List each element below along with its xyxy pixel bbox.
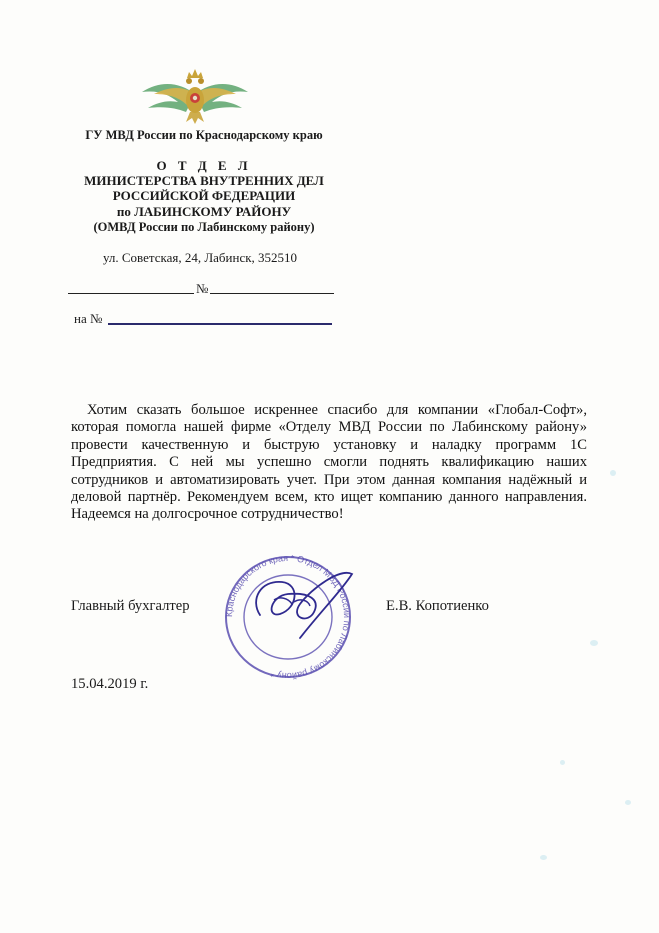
svg-text:Краснодарского края * Отдел МВ: Краснодарского края * Отдел МВД России по Лабинскому району *: [223, 552, 353, 682]
number-blank-line: [210, 293, 334, 294]
signer-name: Е.В. Копотиенко: [386, 598, 489, 614]
paper-speck: [625, 800, 631, 805]
date-blank-line: [68, 293, 194, 294]
reference-blank-line: [108, 323, 332, 325]
letter-date: 15.04.2019 г.: [71, 676, 149, 692]
number-sign: №: [196, 281, 209, 296]
paper-speck: [540, 855, 547, 860]
handwritten-signature: [230, 560, 360, 650]
dept-line-3: РОССИЙСКОЙ ФЕДЕРАЦИИ: [112, 188, 296, 203]
signer-role: Главный бухгалтер: [71, 598, 190, 614]
paper-speck: [560, 760, 565, 765]
paper-speck: [590, 640, 598, 646]
eagle-emblem-icon: [140, 64, 250, 126]
letter-body: Хотим сказать большое искреннее спасибо для компании «Глобал-Софт», которая помогла нашей фирме «Отделу МВД России по Лабинскому району» провести качественную и быструю установку и наладку программ 1С Предприятия. С ней мы успешно смогли поднять квалификацию наших сотрудников и автоматизировать учет. При этом данная компания надёжный и деловой партнёр. Рекомендуем всем, кто ищет компанию данного направления. Надеемся на долгосрочное сотрудничество!: [71, 402, 587, 523]
dept-line-4: по ЛАБИНСКОМУ РАЙОНУ: [116, 204, 292, 219]
paper-speck: [610, 470, 616, 476]
reference-number-field: [74, 311, 332, 327]
org-title: ГУ МВД России по Краснодарскому краю: [85, 128, 323, 142]
dept-line-2: МИНИСТЕРСТВА ВНУТРЕННИХ ДЕЛ: [84, 173, 324, 188]
dept-line-1: О Т Д Е Л: [156, 158, 252, 173]
reference-label: на №: [74, 311, 103, 326]
address: ул. Советская, 24, Лабинск, 352510: [102, 250, 298, 265]
dept-line-5: (ОМВД России по Лабинскому району): [93, 220, 315, 234]
outgoing-number-field: [68, 281, 334, 297]
